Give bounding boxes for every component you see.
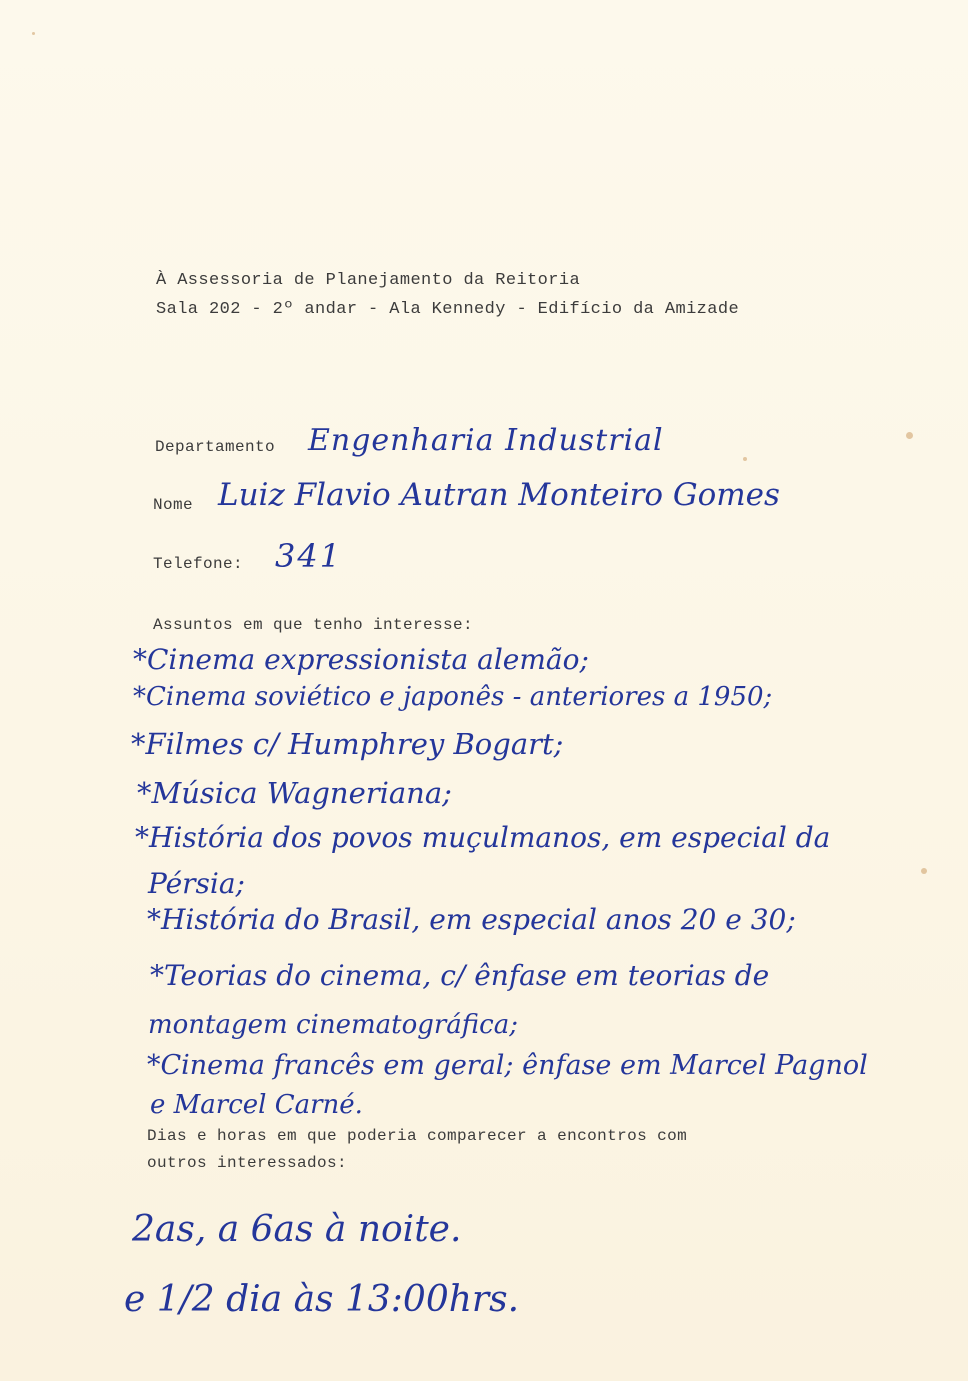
phone-value: 341 [275, 537, 343, 575]
availability-label-line1: Dias e horas em que poderia comparecer a encontros com [147, 1127, 688, 1145]
name-value: Luiz Flavio Autran Monteiro Gomes [218, 477, 780, 513]
department-label: Departamento [155, 438, 276, 456]
name-label: Nome [153, 496, 194, 514]
interest-line: Pérsia; [148, 867, 245, 900]
interest-line: montagem cinematográfica; [148, 1010, 518, 1040]
interest-line: *Filmes c/ Humphrey Bogart; [131, 727, 564, 761]
interest-line: *História do Brasil, em especial anos 20 e 30; [147, 903, 796, 936]
interest-line: *Música Wagneriana; [137, 776, 452, 810]
paper-stain [743, 457, 747, 461]
paper-stain [906, 432, 913, 439]
address-line: Sala 202 - 2º andar - Ala Kennedy - Edifício da Amizade [156, 300, 740, 319]
availability-label-line2: outros interessados: [147, 1154, 348, 1172]
availability-line: 2as, a 6as à noite. [132, 1209, 462, 1250]
interest-line: *Cinema soviético e japonês - anteriores a 1950; [133, 682, 773, 712]
department-value: Engenharia Industrial [308, 423, 664, 458]
phone-label: Telefone: [153, 555, 244, 573]
interest-line: *Teorias do cinema, c/ ênfase em teorias de [150, 959, 770, 992]
recipient-line: À Assessoria de Planejamento da Reitoria [156, 271, 581, 290]
interest-line: e Marcel Carné. [150, 1090, 363, 1120]
availability-line: e 1/2 dia às 13:00hrs. [124, 1279, 520, 1320]
interests-label: Assuntos em que tenho interesse: [153, 616, 474, 634]
paper-stain [32, 32, 35, 35]
paper-stain [921, 868, 927, 874]
interest-line: *História dos povos muçulmanos, em especial da [135, 821, 831, 854]
interest-line: *Cinema expressionista alemão; [133, 643, 589, 676]
interest-line: *Cinema francês em geral; ênfase em Marcel Pagnol [147, 1050, 868, 1081]
